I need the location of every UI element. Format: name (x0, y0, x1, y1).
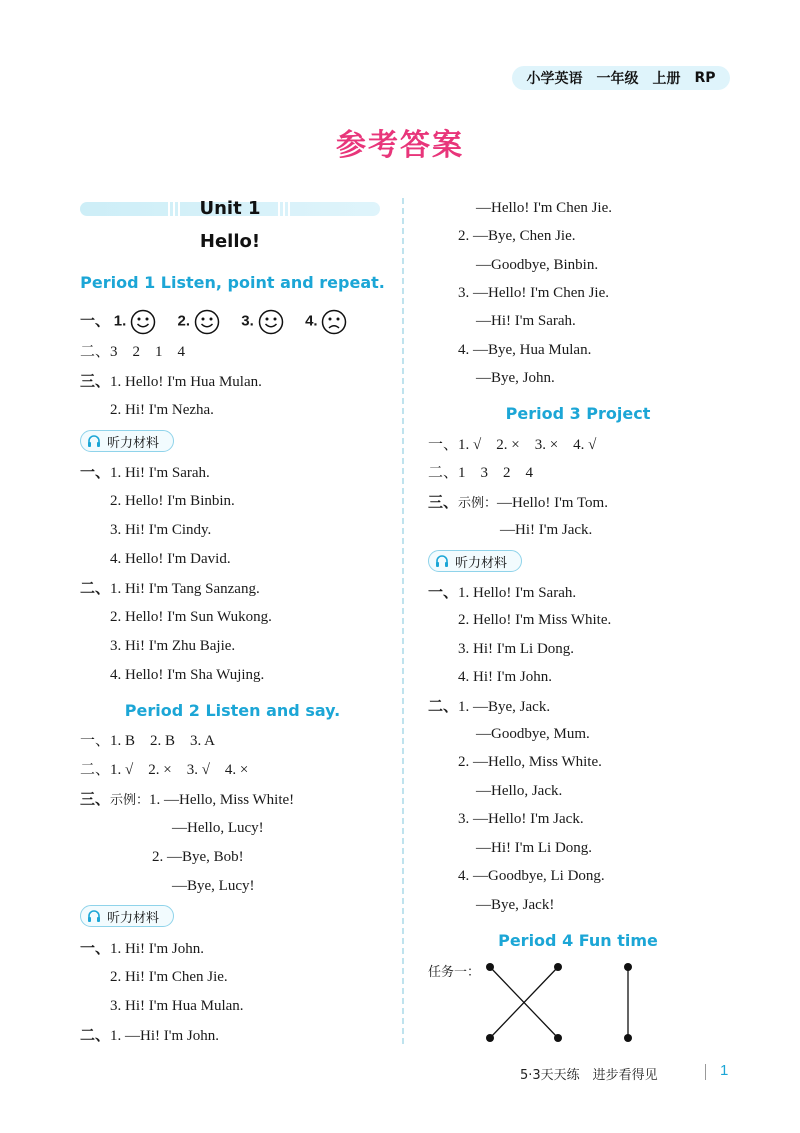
p1-l1-text-1: 1. Hi! I'm Sarah. (110, 465, 210, 481)
unit-number: Unit 1 (199, 198, 261, 219)
p2-l1-label: 一、 (80, 939, 111, 957)
p2-l1-1 (80, 938, 204, 959)
p3-l1-4: 4. Hi! I'm John. (458, 669, 552, 685)
p2-l1-2: 2. Hi! I'm Chen Jie. (110, 969, 228, 985)
period3-title: Period 3 Project (505, 404, 651, 423)
p1-q3-2: 2. Hi! I'm Nezha. (110, 402, 214, 418)
p2-q3-label: 三、 (80, 790, 111, 808)
face-label-2: 2. (177, 312, 191, 330)
column-divider (402, 198, 404, 1044)
p3-l2-4: —Hello, Jack. (476, 783, 563, 799)
p2-l2-text-1: 1. —Hi! I'm John. (110, 1028, 219, 1044)
p1-l1-4: 4. Hello! I'm David. (110, 551, 231, 567)
p2-l2-1 (80, 1025, 219, 1046)
p3-q3-1 (428, 492, 608, 514)
match-dot (554, 1034, 562, 1042)
p3-l2-5: 3. —Hello! I'm Jack. (458, 811, 584, 827)
p3-l1-1 (428, 582, 576, 603)
p1-q1 (80, 309, 347, 335)
listen-label: 听力材料 (107, 910, 160, 926)
page-number: 1 (720, 1062, 729, 1079)
listen-badge (428, 550, 522, 572)
p1-l1-label: 一、 (80, 463, 111, 481)
p3-l2-3: 2. —Hello, Miss White. (458, 754, 602, 770)
p2-q3-text-1: 1. —Hello, Miss White! (149, 792, 295, 808)
p1-l1-3: 3. Hi! I'm Cindy. (110, 522, 212, 538)
face-label-1: 1. (113, 312, 127, 330)
listen-label: 听力材料 (455, 555, 508, 571)
p3-l2-8: —Bye, Jack! (476, 897, 555, 913)
match-dot (624, 963, 632, 971)
unit-name: Hello! (199, 231, 261, 252)
p1-l2-4: 4. Hello! I'm Sha Wujing. (110, 667, 265, 683)
p3-l2-2: —Goodbye, Mum. (476, 726, 590, 742)
p2-q2: 二、1. √ 2. × 3. √ 4. × (80, 762, 249, 778)
p3-q2: 二、1 3 2 4 (428, 465, 534, 481)
p2-l1-text-1: 1. Hi! I'm John. (110, 941, 204, 957)
p1-l2-3: 3. Hi! I'm Zhu Bajie. (110, 638, 236, 654)
p3-l1-2: 2. Hello! I'm Miss White. (458, 612, 612, 628)
p1-q2: 二、3 2 1 4 (80, 344, 186, 360)
p3-l1-3: 3. Hi! I'm Li Dong. (458, 641, 575, 657)
face-label-3: 3. (241, 312, 254, 330)
p3-l2-label: 二、 (428, 697, 459, 715)
p2-q3-4: —Bye, Lucy! (172, 878, 255, 894)
p2-q3-3: 2. —Bye, Bob! (152, 849, 244, 865)
headphones-icon (87, 434, 101, 448)
match-dot (486, 1034, 494, 1042)
p4-task-text: 任务一： (428, 965, 481, 980)
p1-l1-2: 2. Hello! I'm Binbin. (110, 493, 235, 509)
p2-l2-2: —Hello! I'm Chen Jie. (476, 200, 613, 216)
p2-l2-6: —Hi! I'm Sarah. (476, 313, 576, 329)
p2-l2-7: 4. —Bye, Hua Mulan. (458, 342, 592, 358)
p2-l2-5: 3. —Hello! I'm Chen Jie. (458, 285, 610, 301)
page-title: 参考答案 (336, 128, 464, 163)
p3-example-label: 示例： (458, 496, 498, 511)
p1-l1-1 (80, 462, 210, 483)
p2-q3-2: —Hello, Lucy! (172, 820, 264, 836)
listen-badge (80, 905, 174, 927)
p1-l2-1 (80, 578, 260, 599)
p3-q3-label: 三、 (428, 493, 459, 511)
header-tag (512, 66, 730, 90)
header-edition: RP (694, 70, 716, 86)
period1-title: Period 1 Listen, point and repeat. (80, 273, 385, 292)
p3-l2-text-1: 1. —Bye, Jack. (458, 699, 551, 715)
header-volume: 上册 (652, 71, 681, 87)
p3-l1-text-1: 1. Hello! I'm Sarah. (458, 585, 577, 601)
match-dot (486, 963, 494, 971)
match-dot (624, 1034, 632, 1042)
p3-l2-7: 4. —Goodbye, Li Dong. (458, 868, 605, 884)
headphones-icon (87, 909, 101, 923)
p3-q3-text-1: —Hello! I'm Tom. (497, 495, 608, 511)
smile-face-icon (194, 309, 220, 335)
p2-l2-8: —Bye, John. (476, 370, 555, 386)
footer-separator (705, 1064, 706, 1080)
p1-l2-2: 2. Hello! I'm Sun Wukong. (110, 609, 272, 625)
listen-badge (80, 430, 174, 452)
footer-slogan: 5·3天天练 进步看得见 (520, 1068, 658, 1083)
p1-q3-label: 三、 (80, 372, 111, 390)
p2-l2-4: —Goodbye, Binbin. (476, 257, 599, 273)
p1-q3-1 (80, 371, 262, 392)
p1-q1-label: 一、 (80, 311, 111, 330)
smile-face-icon (258, 309, 284, 335)
p2-example-label: 示例： (110, 793, 150, 808)
p4-task-label (428, 962, 480, 983)
p1-l2-text-1: 1. Hi! I'm Tang Sanzang. (110, 581, 260, 597)
p2-q1: 一、1. B 2. B 3. A (80, 733, 216, 749)
p2-l1-3: 3. Hi! I'm Hua Mulan. (110, 998, 244, 1014)
p1-l2-label: 二、 (80, 579, 111, 597)
listen-label: 听力材料 (107, 435, 160, 451)
p1-q3-text-1: 1. Hello! I'm Hua Mulan. (110, 374, 262, 390)
p3-l2-1 (428, 696, 550, 717)
p2-l2-label: 二、 (80, 1026, 111, 1044)
matching-diagram (480, 960, 640, 1050)
headphones-icon (435, 554, 449, 568)
header-grade: 一年级 (596, 71, 639, 87)
header-subject: 小学英语 (526, 71, 583, 87)
p3-q1: 一、1. √ 2. × 3. × 4. √ (428, 437, 597, 453)
p3-q3-2: —Hi! I'm Jack. (500, 522, 593, 538)
smile-face-icon (130, 309, 156, 335)
p2-q3-1 (80, 789, 294, 811)
face-label-4: 4. (305, 312, 318, 330)
p2-l2-3: 2. —Bye, Chen Jie. (458, 228, 576, 244)
match-dot (554, 963, 562, 971)
period4-title: Period 4 Fun time (498, 931, 658, 950)
p3-l2-6: —Hi! I'm Li Dong. (476, 840, 593, 856)
period2-title: Period 2 Listen and say. (124, 701, 341, 720)
p3-l1-label: 一、 (428, 583, 459, 601)
sad-face-icon (321, 309, 347, 335)
